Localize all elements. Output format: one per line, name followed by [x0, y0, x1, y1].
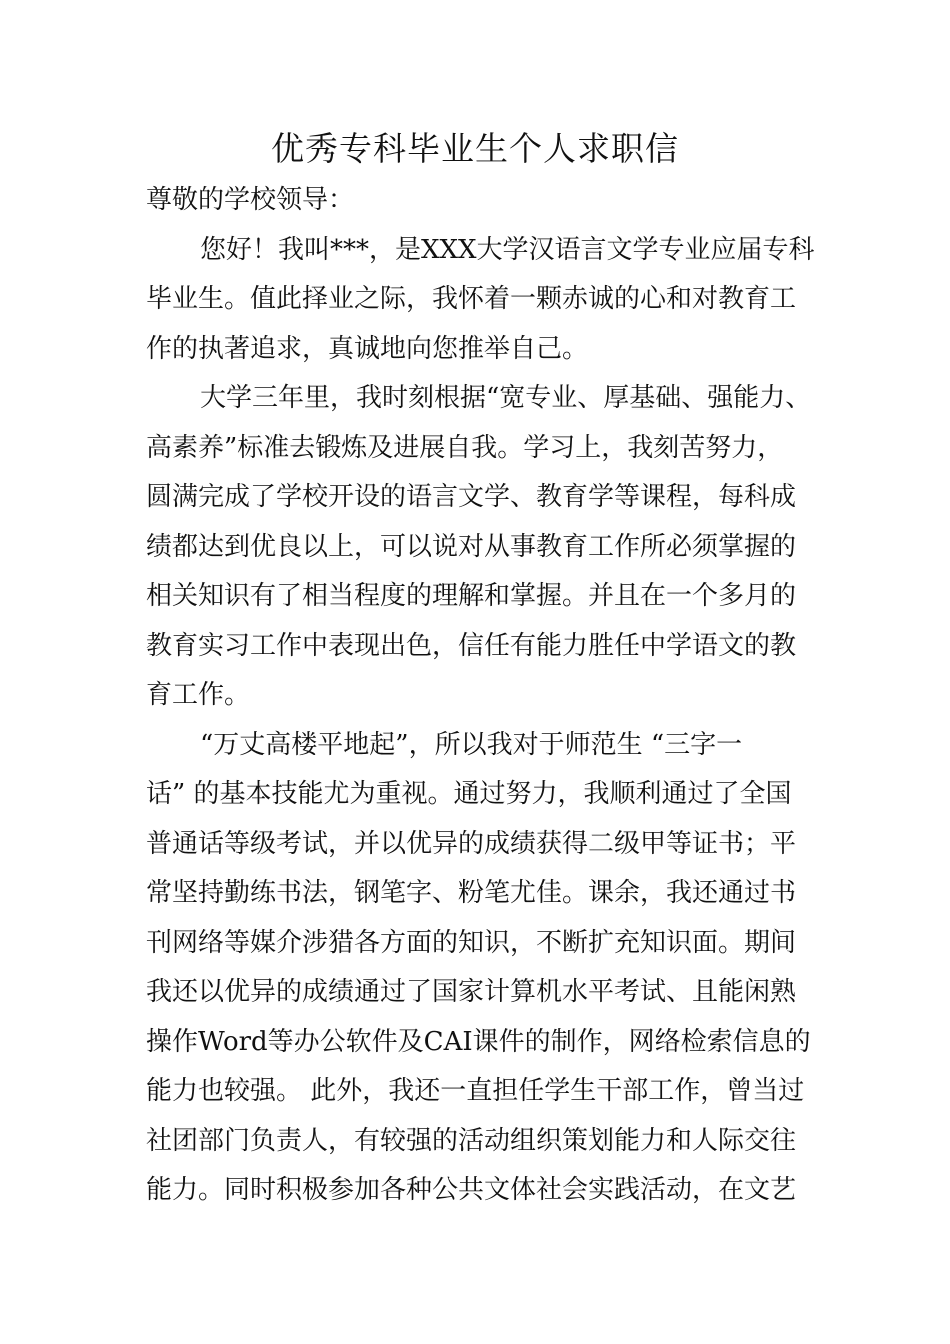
text-line: 毕业生。值此择业之际，我怀着一颗赤诚的心和对教育工	[146, 284, 797, 314]
text-line: 刊网络等媒介涉猎各方面的知识，不断扩充知识面。期间	[146, 928, 797, 958]
text-line: 相关知识有了相当程度的理解和掌握。并且在一个多月的	[146, 581, 797, 611]
text-line: 大学三年里，我时刻根据“宽专业、厚基础、强能力、	[200, 383, 812, 413]
text-line: 教育实习工作中表现出色，信任有能力胜任中学语文的教	[146, 631, 797, 661]
text-line: 普通话等级考试，并以优异的成绩获得二级甲等证书；平	[146, 829, 797, 859]
text-line: “万丈高楼平地起”，所以我对于师范生 “三字一	[200, 730, 743, 760]
text-line: 我还以优异的成绩通过了国家计算机水平考试、且能闲熟	[146, 977, 797, 1007]
text-line: 育工作。	[146, 680, 251, 710]
text-line: 您好！我叫***，是XXX大学汉语言文学专业应届专科	[200, 235, 815, 265]
text-line: 作的执著追求，真诚地向您推举自己。	[146, 334, 589, 364]
text-line: 能力。同时积极参加各种公共文体社会实践活动，在文艺	[146, 1175, 797, 1205]
text-line: 绩都达到优良以上，可以说对从事教育工作所必须掌握的	[146, 532, 797, 562]
text-line: 操作Word等办公软件及CAI课件的制作，网络检索信息的	[146, 1027, 811, 1057]
text-line: 圆满完成了学校开设的语言文学、教育学等课程，每科成	[146, 482, 797, 512]
text-line: 能力也较强。 此外，我还一直担任学生干部工作，曾当过	[146, 1076, 805, 1106]
text-line: 社团部门负责人，有较强的活动组织策划能力和人际交往	[146, 1126, 797, 1156]
text-line: 话” 的基本技能尤为重视。通过努力，我顺利通过了全国	[146, 779, 792, 809]
text-line: 高素养”标准去锻炼及进展自我。学习上，我刻苦努力，	[146, 433, 784, 463]
text-line: 常坚持勤练书法，钢笔字、粉笔尤佳。课余，我还通过书	[146, 878, 797, 908]
document-title: 优秀专科毕业生个人求职信	[271, 129, 679, 168]
salutation: 尊敬的学校领导：	[146, 185, 355, 215]
